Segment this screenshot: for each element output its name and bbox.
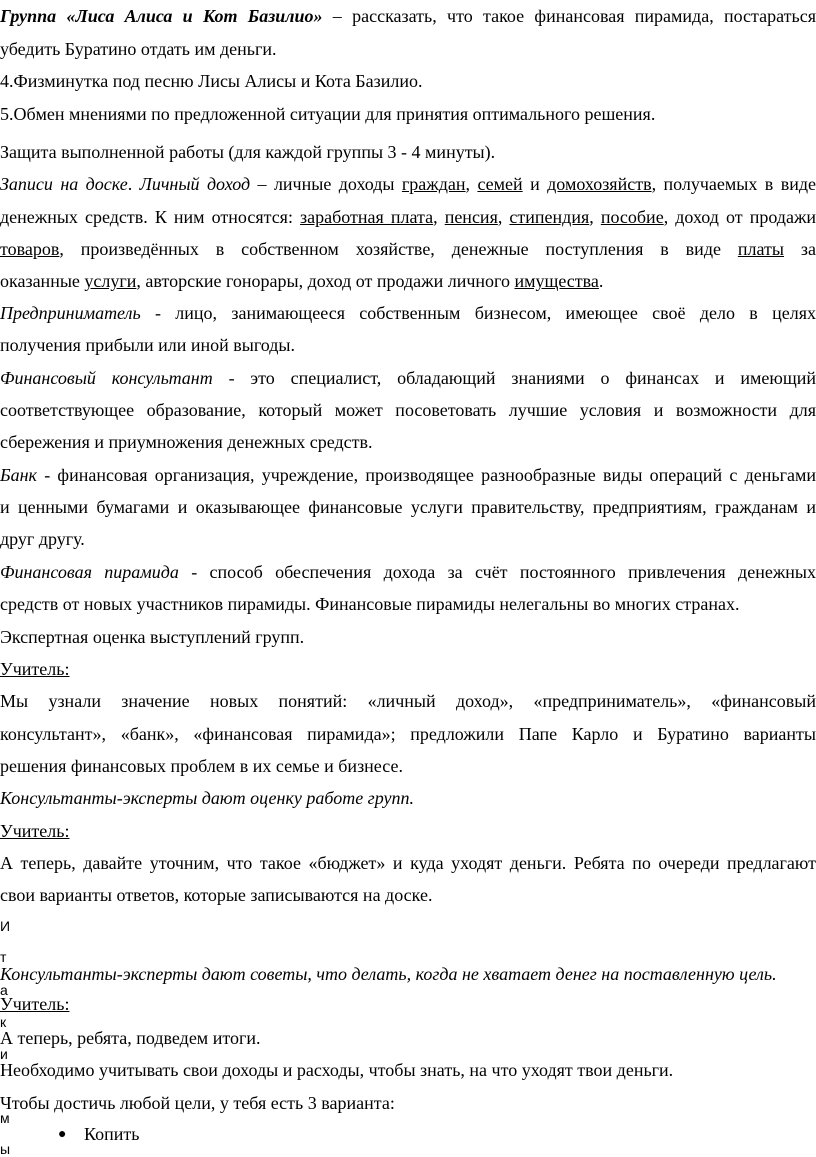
text-line: сбережения и приумножения денежных средств. [0, 432, 373, 452]
side-letter: а [0, 982, 8, 998]
text-line: Защита выполненной работы (для каждой группы 3 - 4 минуты). [0, 142, 496, 162]
text-line: решения финансовых проблем в их семье и бизнесе. [0, 756, 403, 776]
text-line: убедить Буратино отдать им деньги. [0, 39, 277, 59]
link-benefit[interactable]: пособие [600, 207, 664, 227]
text-line: денежных средств. К ним относятся: заработная плата, пенсия, стипендия, пособие, доход от продажи [0, 207, 816, 227]
text-line: друг другу. [0, 529, 85, 549]
text-line: и ценными бумагами и оказывающее финансовые услуги правительству, предприятиям, гражданам и [0, 497, 816, 517]
line-group-fox-cat: Группа «Лиса Алиса и Кот Базилио» – рассказать, что такое финансовая пирамида, постараться [0, 6, 816, 26]
term-entrepreneur: Предприниматель [0, 303, 141, 323]
link-citizens[interactable]: граждан [401, 174, 466, 194]
teacher-label: Учитель: [0, 994, 70, 1014]
link-payment[interactable]: платы [737, 239, 784, 259]
experts-advice-line: Консультанты-эксперты дают советы, что делать, когда не хватает денег на поставленную цель. [0, 964, 777, 984]
term-financial-pyramid: Финансовая пирамида [0, 562, 179, 582]
text-line: А теперь, давайте уточним, что такое «бюджет» и куда уходят деньги. Ребята по очереди предлагают [0, 853, 816, 873]
list-item: Копить [84, 1124, 140, 1144]
line-personal-income: Записи на доске. Личный доход – личные доходы граждан, семей и домохозяйств, получаемых в виде [0, 174, 816, 194]
side-letter: и [0, 1046, 8, 1062]
link-services[interactable]: услуги [84, 271, 137, 291]
text-line: консультант», «банк», «финансовая пирамида»; предложили Папе Карло и Буратино варианты [0, 724, 816, 744]
side-letter: т [0, 949, 7, 965]
bullet-icon: ● [58, 1127, 67, 1142]
text-line: свои варианты ответов, которые записываются на доске. [0, 885, 433, 905]
step-4: 4.Физминутка под песню Лисы Алисы и Кота Базилио. [0, 71, 423, 91]
link-pension[interactable]: пенсия [444, 207, 498, 227]
text-line: соответствующее образование, который может посоветовать лучшие условия и возможности для [0, 400, 816, 420]
term-personal-income: Личный доход [139, 174, 251, 194]
line-financial-consultant: Финансовый консультант - это специалист, обладающий знаниями о финансах и имеющий [0, 368, 816, 388]
link-households[interactable]: домохозяйств [547, 174, 652, 194]
side-letter: И [0, 918, 11, 934]
line-entrepreneur: Предприниматель - лицо, занимающееся собственным бизнесом, имеющее своё дело в целях [0, 303, 816, 323]
experts-evaluate-line: Консультанты-эксперты дают оценку работе групп. [0, 788, 414, 808]
link-stipend[interactable]: стипендия [509, 207, 590, 227]
text-line: получения прибыли или иной выгоды. [0, 335, 296, 355]
side-letter: к [0, 1014, 7, 1030]
link-property[interactable]: имущества [514, 271, 599, 291]
text-line: товаров, произведённых в собственном хозяйстве, денежные поступления в виде платы за [0, 239, 816, 259]
text-line: А теперь, ребята, подведем итоги. [0, 1028, 261, 1048]
text-line: Мы узнали значение новых понятий: «личный доход», «предприниматель», «финансовый [0, 691, 816, 711]
side-letter: м [0, 1110, 10, 1126]
term-financial-consultant: Финансовый консультант [0, 368, 213, 388]
term-bank: Банк [0, 465, 37, 485]
line-financial-pyramid: Финансовая пирамида - способ обеспечения дохода за счёт постоянного привлечения денежных [0, 562, 816, 582]
link-goods[interactable]: товаров [0, 239, 60, 259]
text-line: средств от новых участников пирамиды. Финансовые пирамиды нелегальны во многих странах. [0, 594, 740, 614]
text-line: Чтобы достичь любой цели, у тебя есть 3 варианта: [0, 1093, 395, 1113]
teacher-label: Учитель: [0, 659, 70, 679]
link-salary[interactable]: заработная плата [300, 207, 434, 227]
step-5: 5.Обмен мнениями по предложенной ситуации для принятия оптимального решения. [0, 104, 656, 124]
text-line: Экспертная оценка выступлений групп. [0, 627, 305, 647]
side-letter: ы [0, 1141, 11, 1157]
text-line: оказанные услуги, авторские гонорары, доход от продажи личного имущества. [0, 271, 604, 291]
teacher-label: Учитель: [0, 821, 70, 841]
line-bank: Банк - финансовая организация, учреждение, производящее разнообразные виды операций с деньгами [0, 465, 816, 485]
group-name: Группа «Лиса Алиса и Кот Базилио» [0, 6, 323, 26]
text-line: Необходимо учитывать свои доходы и расходы, чтобы знать, на что уходят твои деньги. [0, 1060, 674, 1080]
link-families[interactable]: семей [477, 174, 523, 194]
